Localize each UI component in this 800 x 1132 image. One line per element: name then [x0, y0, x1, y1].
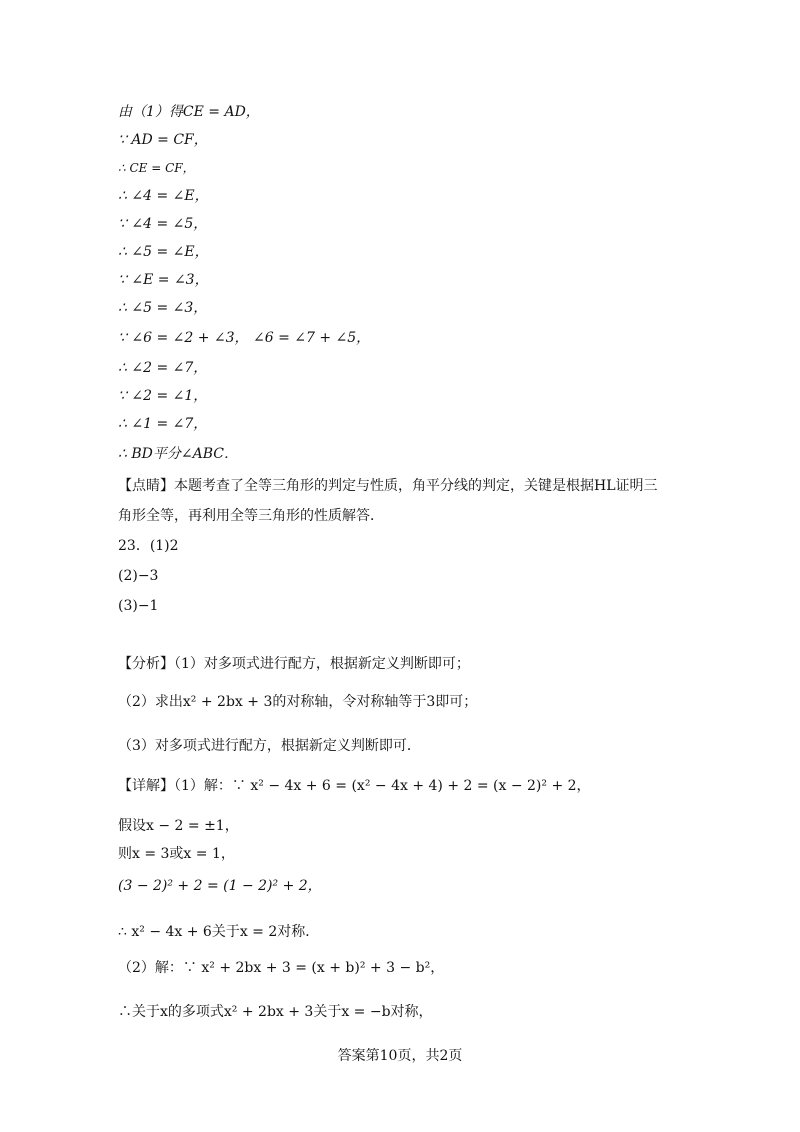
text-line: ∵ AD = CF， — [118, 132, 208, 148]
text-line: 则x = 3或x = 1， — [118, 846, 235, 862]
text-line: (2)−3 — [118, 568, 159, 584]
text-line: ∴ BD平分∠ABC． — [118, 446, 238, 462]
text-line: ∴ ∠4 = ∠E， — [118, 188, 209, 204]
text-line: ∴ x² − 4x + 6关于x = 2对称． — [118, 924, 320, 940]
text-line: ∴ ∠1 = ∠7， — [118, 416, 208, 432]
text-line: 由（1）得CE = AD， — [118, 104, 260, 120]
text-line: （2）解：∵ x² + 2bx + 3 = (x + b)² + 3 − b²， — [118, 960, 445, 976]
text-line: ∵ ∠2 = ∠1， — [118, 388, 208, 404]
text-line: （3）对多项式进行配方，根据新定义判断即可． — [118, 738, 421, 754]
text-line: ∴ CE = CF， — [118, 161, 195, 175]
text-line: ∵ ∠E = ∠3， — [118, 272, 209, 288]
text-line: ∴ ∠5 = ∠E， — [118, 244, 209, 260]
page-footer: 答案第10页，共2页 — [337, 1048, 463, 1064]
text-line: ∴关于x的多项式x² + 2bx + 3关于x = −b对称， — [118, 1004, 433, 1020]
text-line: 角形全等，再利用全等三角形的性质解答． — [118, 508, 384, 524]
text-line: ∵ ∠6 = ∠2 + ∠3， ∠6 = ∠7 + ∠5， — [118, 330, 371, 346]
text-line: 【分析】（1）对多项式进行配方，根据新定义判断即可； — [118, 656, 470, 672]
text-line: ∴ ∠2 = ∠7， — [118, 360, 208, 376]
text-line: 【点睛】本题考查了全等三角形的判定与性质，角平分线的判定，关键是根据HL证明三 — [118, 478, 658, 494]
text-line: (3 − 2)² + 2 = (1 − 2)² + 2， — [118, 878, 322, 894]
text-line: 【详解】（1）解：∵ x² − 4x + 6 = (x² − 4x + 4) + 2 = (x − 2)² + 2， — [118, 778, 591, 794]
text-line: （2）求出x² + 2bx + 3的对称轴，令对称轴等于3即可； — [118, 694, 478, 710]
text-line: ∴ ∠5 = ∠3， — [118, 300, 208, 316]
text-line: 假设x − 2 = ±1， — [118, 818, 239, 834]
text-line: 23．(1)2 — [118, 538, 179, 554]
text-line: ∵ ∠4 = ∠5， — [118, 216, 208, 232]
text-line: (3)−1 — [118, 598, 159, 614]
